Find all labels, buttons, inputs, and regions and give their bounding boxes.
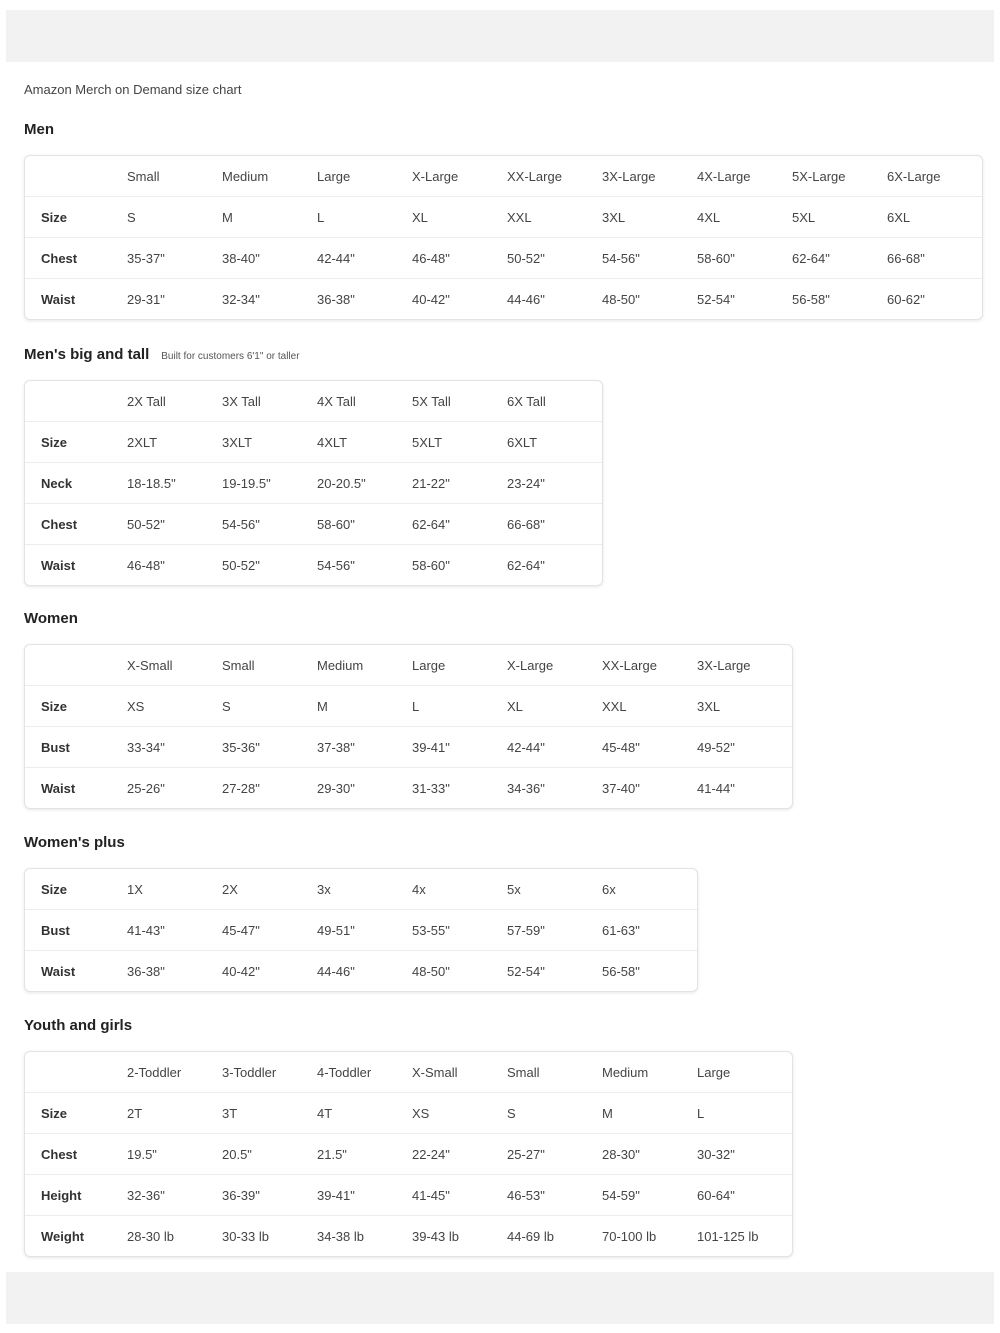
header-row xyxy=(25,156,982,197)
table-cell: 41-44" xyxy=(697,768,792,809)
table-cell: 44-46" xyxy=(317,951,412,992)
column-header: XX-Large xyxy=(602,657,657,673)
table-row xyxy=(25,727,792,768)
table-cell: 54-56" xyxy=(222,504,317,545)
section-title: Men's big and tall xyxy=(24,346,150,363)
table-cell: 23-24" xyxy=(507,463,602,504)
table-cell: XXL xyxy=(602,686,697,727)
table-cell: L xyxy=(317,197,412,238)
table-cell: 32-34" xyxy=(222,279,317,320)
corner-cell xyxy=(25,381,127,422)
size-table-card xyxy=(24,1051,793,1257)
table-cell: 30-33 lb xyxy=(222,1216,317,1257)
table-cell: 31-33" xyxy=(412,768,507,809)
table-cell: 6x xyxy=(602,881,616,897)
column-header: Medium xyxy=(602,1064,649,1080)
table-cell: 46-48" xyxy=(127,545,222,586)
table-cell: 35-36" xyxy=(222,727,317,768)
row-label: Chest xyxy=(25,1134,127,1175)
table-cell: M xyxy=(222,197,317,238)
table-cell: M xyxy=(317,686,412,727)
table-cell: 70-100 lb xyxy=(602,1216,697,1257)
row-label: Height xyxy=(25,1175,127,1216)
column-header: Small xyxy=(127,168,160,184)
table-cell: 6XL xyxy=(887,197,982,238)
column-header: 5X Tall xyxy=(412,393,451,409)
table-cell: M xyxy=(602,1093,697,1134)
row-label: Waist xyxy=(25,768,127,809)
size-table-card xyxy=(24,644,793,809)
table-cell: 52-54" xyxy=(697,279,792,320)
table-cell: 33-34" xyxy=(127,727,222,768)
section-men xyxy=(24,121,983,320)
table-cell: 38-40" xyxy=(222,238,317,279)
table-row xyxy=(25,1093,792,1134)
column-header: Small xyxy=(507,1064,540,1080)
column-header: 3X-Large xyxy=(602,168,656,184)
table-cell: 3x xyxy=(317,881,331,897)
table-cell: 46-53" xyxy=(507,1175,602,1216)
table-cell: 4XLT xyxy=(317,422,412,463)
section-title: Youth and girls xyxy=(24,1017,133,1034)
table-cell: S xyxy=(507,1093,602,1134)
table-cell: 3XLT xyxy=(222,422,317,463)
table-cell: S xyxy=(222,686,317,727)
table-cell: 34-38 lb xyxy=(317,1216,412,1257)
table-cell: 58-60" xyxy=(317,504,412,545)
table-cell: 48-50" xyxy=(602,279,697,320)
section-big-and-tall xyxy=(24,346,603,586)
row-label: Size xyxy=(41,881,68,897)
table-row xyxy=(25,279,982,320)
table-row xyxy=(25,422,602,463)
column-header: 4-Toddler xyxy=(317,1064,372,1080)
column-header: 4X-Large xyxy=(697,168,751,184)
table-row xyxy=(25,910,697,951)
column-header: Large xyxy=(697,1064,731,1080)
table-cell: 50-52" xyxy=(222,545,317,586)
header-row xyxy=(25,645,792,686)
table-cell: 5XL xyxy=(792,197,887,238)
table-cell: 62-64" xyxy=(507,545,602,586)
table-cell: XS xyxy=(412,1093,507,1134)
table-cell: 39-41" xyxy=(317,1175,412,1216)
table-cell: 18-18.5" xyxy=(127,463,222,504)
table-row xyxy=(25,869,697,910)
table-row xyxy=(25,238,982,279)
table-cell: 3XL xyxy=(602,197,697,238)
row-label: Size xyxy=(25,686,127,727)
table-row xyxy=(25,1134,792,1175)
table-cell: 50-52" xyxy=(507,238,602,279)
column-header: Medium xyxy=(222,168,269,184)
table-cell: XXL xyxy=(507,197,602,238)
column-header: 6X Tall xyxy=(507,393,546,409)
column-header: 3-Toddler xyxy=(222,1064,277,1080)
table-cell: 54-59" xyxy=(602,1175,697,1216)
table-cell: 36-38" xyxy=(317,279,412,320)
table-cell: 52-54" xyxy=(507,951,602,992)
size-table-men xyxy=(25,156,982,319)
table-cell: 48-50" xyxy=(412,951,507,992)
table-cell: 21-22" xyxy=(412,463,507,504)
table-cell: 36-38" xyxy=(127,951,222,992)
size-table-card xyxy=(24,155,983,320)
column-header: 6X-Large xyxy=(887,168,941,184)
table-cell: 2XLT xyxy=(127,422,222,463)
row-label: Weight xyxy=(25,1216,127,1257)
table-row xyxy=(25,1216,792,1257)
table-cell: 40-42" xyxy=(412,279,507,320)
table-cell: 36-39" xyxy=(222,1175,317,1216)
size-table-youth-and-girls xyxy=(25,1052,792,1256)
table-row xyxy=(25,768,792,809)
table-cell: 60-64" xyxy=(697,1175,792,1216)
table-cell: XS xyxy=(127,686,222,727)
size-table-card xyxy=(24,868,698,992)
size-table-womens-plus xyxy=(25,869,697,991)
column-header: X-Large xyxy=(412,168,459,184)
table-cell: 25-26" xyxy=(127,768,222,809)
table-cell: 27-28" xyxy=(222,768,317,809)
table-cell: 25-27" xyxy=(507,1134,602,1175)
table-cell: 4x xyxy=(412,881,426,897)
table-cell: 2T xyxy=(127,1093,222,1134)
table-cell: 20-20.5" xyxy=(317,463,412,504)
row-label: Size xyxy=(25,422,127,463)
table-cell: 41-43" xyxy=(127,910,222,951)
table-cell: 54-56" xyxy=(317,545,412,586)
table-cell: 6XLT xyxy=(507,422,602,463)
table-row xyxy=(25,686,792,727)
column-header: X-Small xyxy=(412,1064,458,1080)
table-cell: 28-30 lb xyxy=(127,1216,222,1257)
column-header: XX-Large xyxy=(507,168,562,184)
section-title: Women's plus xyxy=(24,834,125,851)
section-note: Built for customers 6'1" or taller xyxy=(161,351,300,362)
table-cell: 101-125 lb xyxy=(697,1216,792,1257)
row-label: Neck xyxy=(25,463,127,504)
row-label: Size xyxy=(25,197,127,238)
table-cell: 5x xyxy=(507,881,521,897)
table-cell: 37-40" xyxy=(602,768,697,809)
column-header: Large xyxy=(412,657,446,673)
section-womens-plus xyxy=(24,834,698,992)
row-label: Chest xyxy=(25,504,127,545)
row-label: Waist xyxy=(25,545,127,586)
table-cell: 4T xyxy=(317,1093,412,1134)
corner-cell xyxy=(25,1052,127,1093)
size-table-card xyxy=(24,380,603,586)
document-title: Amazon Merch on Demand size chart xyxy=(24,82,242,97)
table-cell: 45-47" xyxy=(222,910,317,951)
corner-cell xyxy=(25,645,127,686)
table-cell: 1X xyxy=(127,881,143,897)
table-cell: 53-55" xyxy=(412,910,507,951)
size-table-women xyxy=(25,645,792,808)
table-row xyxy=(25,951,697,992)
table-cell: 39-43 lb xyxy=(412,1216,507,1257)
table-cell: 62-64" xyxy=(792,238,887,279)
table-cell: 46-48" xyxy=(412,238,507,279)
row-label: Bust xyxy=(25,727,127,768)
table-cell: 19-19.5" xyxy=(222,463,317,504)
column-header: X-Small xyxy=(127,657,173,673)
table-cell: 45-48" xyxy=(602,727,697,768)
column-header: 5X-Large xyxy=(792,168,846,184)
table-cell: 20.5" xyxy=(222,1134,317,1175)
table-cell: 29-31" xyxy=(127,279,222,320)
column-header: 4X Tall xyxy=(317,393,356,409)
table-cell: 3T xyxy=(222,1093,317,1134)
column-header: Medium xyxy=(317,657,364,673)
table-cell: 57-59" xyxy=(507,910,602,951)
row-label: Waist xyxy=(25,951,127,992)
table-cell: 28-30" xyxy=(602,1134,697,1175)
column-header: Small xyxy=(222,657,255,673)
table-cell: 50-52" xyxy=(127,504,222,545)
section-youth-and-girls xyxy=(24,1017,793,1257)
column-header: 3X Tall xyxy=(222,393,261,409)
header-row xyxy=(25,1052,792,1093)
table-cell: 42-44" xyxy=(317,238,412,279)
table-cell: 32-36" xyxy=(127,1175,222,1216)
section-title: Men xyxy=(24,121,54,138)
table-cell: 34-36" xyxy=(507,768,602,809)
table-cell: 37-38" xyxy=(317,727,412,768)
table-cell: 60-62" xyxy=(887,279,982,320)
corner-cell xyxy=(25,156,127,197)
table-cell: 30-32" xyxy=(697,1134,792,1175)
table-cell: 58-60" xyxy=(412,545,507,586)
column-header: 2-Toddler xyxy=(127,1064,182,1080)
table-cell: L xyxy=(412,686,507,727)
table-row xyxy=(25,463,602,504)
size-table-big-and-tall xyxy=(25,381,602,585)
table-cell: S xyxy=(127,197,222,238)
table-cell: 21.5" xyxy=(317,1134,412,1175)
table-cell: 66-68" xyxy=(887,238,982,279)
row-label: Size xyxy=(25,1093,127,1134)
table-cell: XL xyxy=(507,686,602,727)
table-cell: 42-44" xyxy=(507,727,602,768)
table-cell: 54-56" xyxy=(602,238,697,279)
column-header: Large xyxy=(317,168,351,184)
table-cell: 19.5" xyxy=(127,1134,222,1175)
table-cell: L xyxy=(697,1093,792,1134)
table-cell: 44-69 lb xyxy=(507,1216,602,1257)
table-cell: 56-58" xyxy=(602,951,697,992)
table-cell: 56-58" xyxy=(792,279,887,320)
table-cell: 49-52" xyxy=(697,727,792,768)
column-header: X-Large xyxy=(507,657,554,673)
table-cell: 39-41" xyxy=(412,727,507,768)
table-cell: 61-63" xyxy=(602,910,697,951)
table-cell: 5XLT xyxy=(412,422,507,463)
column-header: 2X Tall xyxy=(127,393,166,409)
table-cell: 66-68" xyxy=(507,504,602,545)
table-row xyxy=(25,545,602,586)
table-cell: 40-42" xyxy=(222,951,317,992)
row-label: Bust xyxy=(25,910,127,951)
bottom-banner xyxy=(6,1272,994,1324)
section-title: Women xyxy=(24,610,78,627)
table-cell: 22-24" xyxy=(412,1134,507,1175)
table-cell: 4XL xyxy=(697,197,792,238)
row-label: Waist xyxy=(25,279,127,320)
section-women xyxy=(24,610,793,809)
table-cell: 2X xyxy=(222,881,238,897)
table-cell: XL xyxy=(412,197,507,238)
table-cell: 44-46" xyxy=(507,279,602,320)
table-row xyxy=(25,197,982,238)
row-label: Chest xyxy=(25,238,127,279)
table-row xyxy=(25,504,602,545)
table-cell: 49-51" xyxy=(317,910,412,951)
table-cell: 29-30" xyxy=(317,768,412,809)
table-cell: 3XL xyxy=(697,686,792,727)
table-cell: 62-64" xyxy=(412,504,507,545)
header-row xyxy=(25,381,602,422)
column-header: 3X-Large xyxy=(697,657,751,673)
table-cell: 58-60" xyxy=(697,238,792,279)
table-cell: 41-45" xyxy=(412,1175,507,1216)
table-row xyxy=(25,1175,792,1216)
table-cell: 35-37" xyxy=(127,238,222,279)
top-banner xyxy=(6,10,994,62)
